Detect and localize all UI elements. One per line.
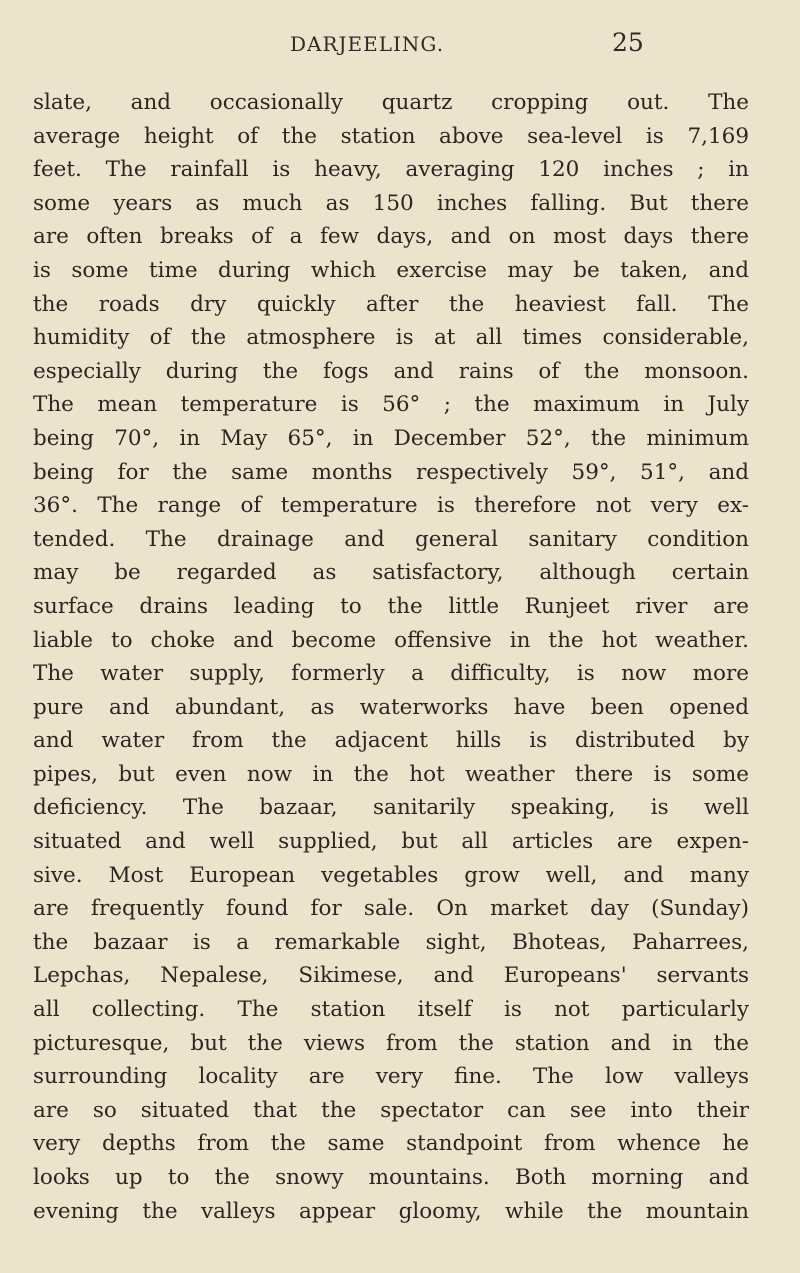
text-line: deficiency. The bazaar, sanitarily speaking, is well (33, 795, 749, 821)
text-line: looks up to the snowy mountains. Both morning and (33, 1165, 749, 1190)
text-line: is some time during which exercise may be taken, and (33, 257, 749, 283)
text-line: being 70°, in May 65°, in December 52°, the minimum (33, 425, 749, 451)
text-line: the roads dry quickly after the heaviest fall. The (33, 291, 749, 317)
text-line: Lepchas, Nepalese, Sikimese, and Europeans' servants (33, 963, 749, 989)
text-line: The mean temperature is 56° ; the maximum in July (33, 392, 749, 418)
text-line: and water from the adjacent hills is distributed by (33, 728, 749, 754)
text-line: surrounding locality are very fine. The low valleys (33, 1064, 749, 1090)
text-line: surface drains leading to the little Runjeet river are (33, 593, 749, 619)
text-line: The water supply, formerly a difficulty, is now more (33, 661, 749, 687)
text-line: being for the same months respectively 59°, 51°, and (33, 459, 749, 485)
text-line: some years as much as 150 inches falling. But there (33, 190, 749, 216)
running-head (0, 28, 800, 68)
text-line: average height of the station above sea-level is 7,169 (33, 123, 749, 149)
text-line: may be regarded as satisfactory, although certain (33, 560, 749, 586)
text-line: humidity of the atmosphere is at all times considerable, (33, 325, 749, 351)
text-line: the bazaar is a remarkable sight, Bhoteas, Paharrees, (33, 929, 749, 955)
text-line: tended. The drainage and general sanitary condition (33, 526, 749, 552)
text-line: feet. The rainfall is heavy, averaging 120 inches ; in (33, 157, 749, 183)
text-line: pipes, but even now in the hot weather there is some (33, 761, 749, 787)
text-line: situated and well supplied, but all articles are expen- (33, 829, 749, 855)
text-line: liable to choke and become offensive in the hot weather. (33, 627, 749, 653)
text-line: all collecting. The station itself is not particularly (33, 997, 749, 1023)
text-line: pure and abundant, as waterworks have been opened (33, 694, 749, 720)
text-line: are often breaks of a few days, and on most days there (33, 224, 749, 250)
running-head-title: DARJEELING. (290, 32, 445, 56)
text-line: especially during the fogs and rains of the monsoon. (33, 358, 749, 384)
text-line: sive. Most European vegetables grow well, and many (33, 862, 749, 888)
text-line: picturesque, but the views from the station and in the (33, 1030, 749, 1056)
body-text (33, 86, 749, 1228)
text-line: 36°. The range of temperature is therefore not very ex- (33, 493, 749, 519)
text-line: are so situated that the spectator can see into their (33, 1097, 749, 1123)
page-number: 25 (612, 28, 644, 57)
text-line: are frequently found for sale. On market day (Sunday) (33, 896, 749, 922)
text-line: evening the valleys appear gloomy, while the mountain (33, 1198, 749, 1224)
text-line: slate, and occasionally quartz cropping out. The (33, 90, 749, 115)
text-line: very depths from the same standpoint from whence he (33, 1131, 749, 1157)
